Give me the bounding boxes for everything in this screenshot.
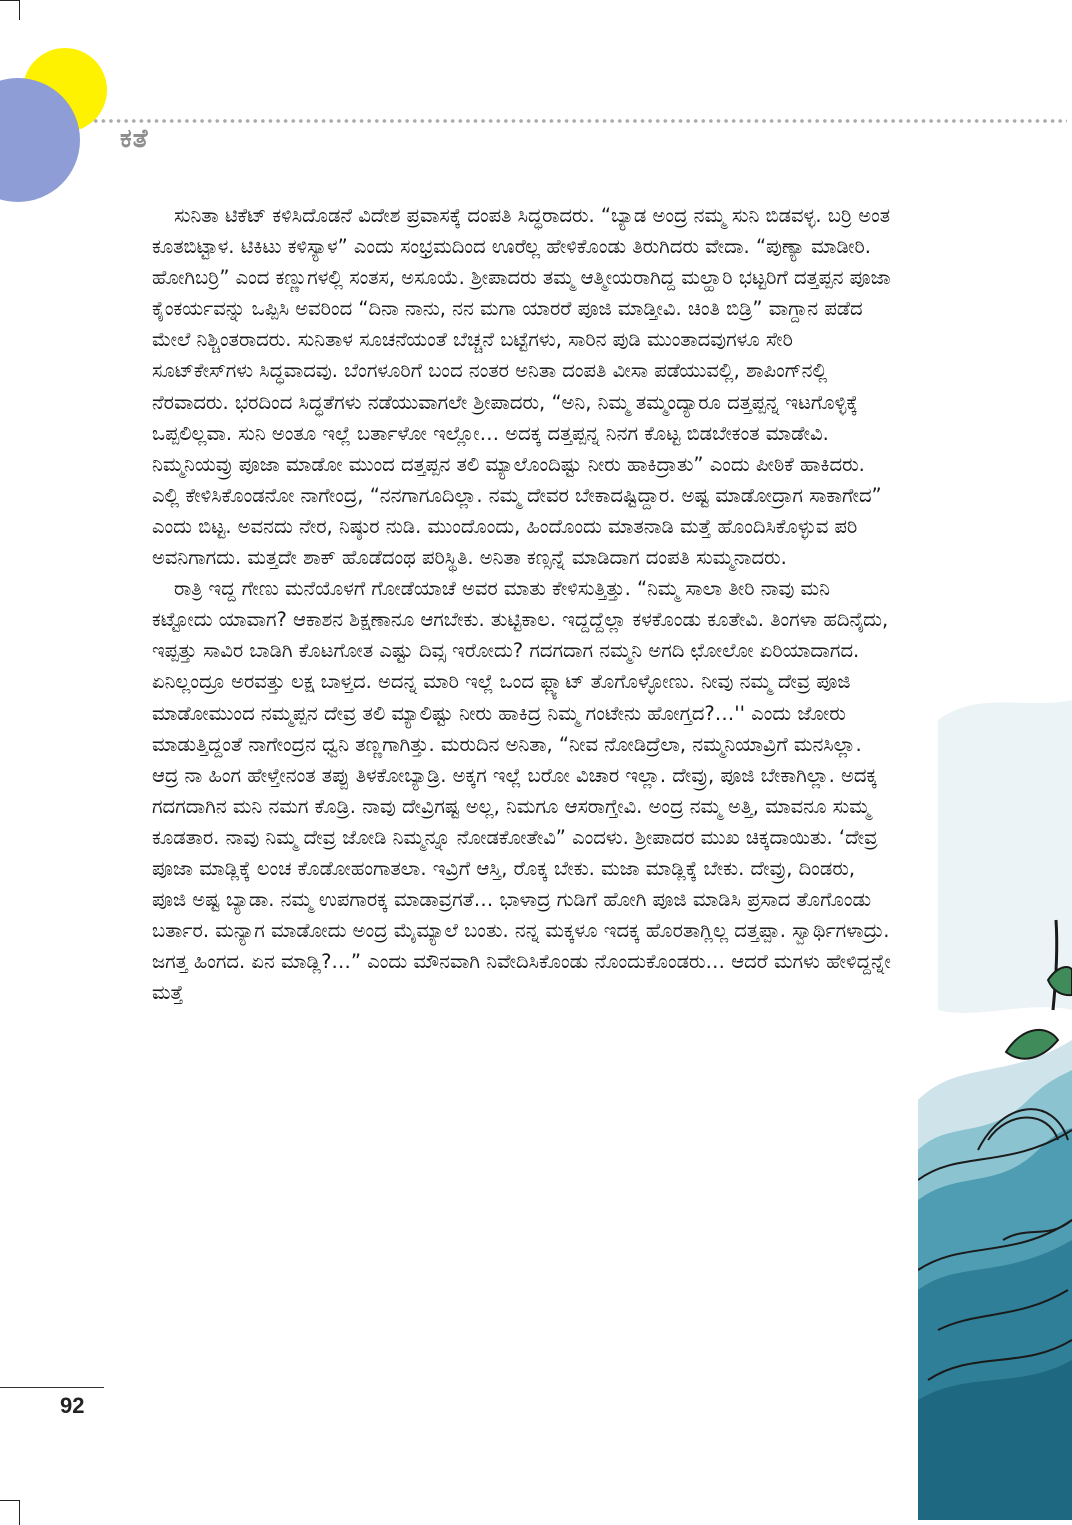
crop-mark-bottom-left <box>19 1500 20 1525</box>
page-number: 92 <box>60 1393 85 1418</box>
paragraph-1: ಸುನಿತಾ ಟಿಕೆಟ್ ಕಳಿಸಿದೊಡನೆ ವಿದೇಶ ಪ್ರವಾಸಕ್ಕೆ ದಂಪತಿ ಸಿದ್ಧರಾದರು. “ಬ್ಯಾಡ ಅಂದ್ರ ನಮ್ಮ ಸುನಿ ಬಿಡವಳ್ಳ. ಬರ್ರಿ ಅಂತ ಕೂತಬಿಟ್ಟಾಳ. ಟಿಕಿಟು ಕಳಿಸ್ಯಾಳ” ಎಂದು ಸಂಭ್ರಮದಿಂದ ಊರೆಲ್ಲ ಹೇಳಿಕೊಂಡು ತಿರುಗಿದರು ವೇದಾ. “ಪುಣ್ಯಾ ಮಾಡೀರಿ. ಹೋಗಿಬರ್ರಿ” ಎಂದ ಕಣ್ಣುಗಳಲ್ಲಿ ಸಂತಸ, ಅಸೂಯೆ. ಶ್ರೀಪಾದರು ತಮ್ಮ ಆತ್ಮೀಯರಾಗಿದ್ದ ಮಲ್ಹಾರಿ ಭಟ್ಟರಿಗೆ ದತ್ತಪ್ಪನ ಪೂಜಾ ಕೈಂಕರ್ಯವನ್ನು ಒಪ್ಪಿಸಿ ಅವರಿಂದ “ದಿನಾ ನಾನು, ನನ ಮಗಾ ಯಾರರೆ ಪೂಜಿ ಮಾಡ್ತೀವಿ. ಚಿಂತಿ ಬಿಡ್ರಿ” ವಾಗ್ದಾನ ಪಡೆದ ಮೇಲೆ ನಿಶ್ಚಿಂತರಾದರು. ಸುನಿತಾಳ ಸೂಚನೆಯಂತೆ ಬೆಚ್ಚನೆ ಬಟ್ಟೆಗಳು, ಸಾರಿನ ಪುಡಿ ಮುಂತಾದವುಗಳೂ ಸೇರಿ ಸೂಟ್‌ಕೇಸ್‌ಗಳು ಸಿದ್ಧವಾದವು. ಬೆಂಗಳೂರಿಗೆ ಬಂದ ನಂತರ ಅನಿತಾ ದಂಪತಿ ವೀಸಾ ಪಡೆಯುವಲ್ಲಿ, ಶಾಪಿಂಗ್‌ನಲ್ಲಿ ನೆರವಾದರು. ಭರದಿಂದ ಸಿದ್ಧತೆಗಳು ನಡೆಯುವಾಗಲೇ ಶ್ರೀಪಾದರು, “ಅನಿ, ನಿಮ್ಮ ತಮ್ಮಂದ್ಯಾರೂ ದತ್ತಪ್ಪನ್ನ ಇಟಗೊಳ್ಳಿಕ್ಕೆ ಒಪ್ಪಲಿಲ್ಲವಾ. ಸುನಿ ಅಂತೂ ಇಲ್ಲೆ ಬರ್ತಾಳೋ ಇಲ್ಲೋ… ಅದಕ್ಕ ದತ್ತಪ್ಪನ್ನ ನಿನಗ ಕೊಟ್ಟ ಬಿಡಬೇಕಂತ ಮಾಡೇವಿ. ನಿಮ್ಮನಿಯವ್ರು ಪೂಜಾ ಮಾಡೋ ಮುಂದ ದತ್ತಪ್ಪನ ತಲಿ ಮ್ಯಾಲೊಂದಿಷ್ಟು ನೀರು ಹಾಕಿದ್ರಾತು” ಎಂದು ಪೀಠಿಕೆ ಹಾಕಿದರು. ಎಲ್ಲಿ ಕೇಳಿಸಿಕೊಂಡನೋ ನಾಗೇಂದ್ರ, “ನನಗಾಗೂದಿಲ್ಲಾ. ನಮ್ಮ ದೇವರ ಬೇಕಾದಷ್ಟಿದ್ದಾರ. ಅಷ್ಟ ಮಾಡೋದ್ರಾಗ ಸಾಕಾಗೇದ” ಎಂದು ಬಿಟ್ಟ. ಅವನದು ನೇರ, ನಿಷ್ಠುರ ನುಡಿ. ಮುಂದೊಂದು, ಹಿಂದೊಂದು ಮಾತನಾಡಿ ಮತ್ತೆ ಹೊಂದಿಸಿಕೊಳ್ಳುವ ಪರಿ ಅವನಿಗಾಗದು. ಮತ್ತದೇ ಶಾಕ್ ಹೊಡೆದಂಥ ಪರಿಸ್ಥಿತಿ. ಅನಿತಾ ಕಣ್ಸನ್ನೆ ಮಾಡಿದಾಗ ದಂಪತಿ ಸುಮ್ಮನಾದರು. <box>152 204 891 570</box>
page-number-rule <box>0 1387 104 1388</box>
section-label: ಕತೆ <box>120 124 149 154</box>
story-body <box>152 200 892 1008</box>
crop-mark-bottom-left-horizontal <box>0 1500 20 1501</box>
crop-mark-top-left-vertical <box>19 0 20 20</box>
paragraph-2: ರಾತ್ರಿ ಇದ್ದ ಗೇಣು ಮನೆಯೊಳಗೆ ಗೋಡೆಯಾಚೆ ಅವರ ಮಾತು ಕೇಳಿಸುತ್ತಿತ್ತು. “ನಿಮ್ಮ ಸಾಲಾ ತೀರಿ ನಾವು ಮನಿ ಕಟ್ಟೋದು ಯಾವಾಗ? ಆಕಾಶನ ಶಿಕ್ಷಣಾನೂ ಆಗಬೇಕು. ತುಟ್ಟಿಕಾಲ. ಇದ್ದದ್ದೆಲ್ಲಾ ಕಳಕೊಂಡು ಕೂತೇವಿ. ತಿಂಗಳಾ ಹದಿನೈದು, ಇಪ್ಪತ್ತು ಸಾವಿರ ಬಾಡಿಗಿ ಕೊಟಗೋತ ಎಷ್ಟು ದಿವ್ಸ ಇರೋದು? ಗದಗದಾಗ ನಮ್ಮನಿ ಅಗದಿ ಛೋಲೋ ಏರಿಯಾದಾಗದ. ಏನಿಲ್ಲಂದ್ರೂ ಅರವತ್ತು ಲಕ್ಷ ಬಾಳ್ತದ. ಅದನ್ನ ಮಾರಿ ಇಲ್ಲೆ ಒಂದ ಫ್ಲ್ಯಾಟ್ ತೊಗೊಳ್ಳೋಣು. ನೀವು ನಮ್ಮ ದೇವ್ರ ಪೂಜಿ ಮಾಡೋಮುಂದ ನಮ್ಮಪ್ಪನ ದೇವ್ರ ತಲಿ ಮ್ಯಾಲಿಷ್ಟು ನೀರು ಹಾಕಿದ್ರ ನಿಮ್ಮ ಗಂಟೇನು ಹೋಗ್ತದ?…'' ಎಂದು ಜೋರು ಮಾಡುತ್ತಿದ್ದಂತೆ ನಾಗೇಂದ್ರನ ಧ್ವನಿ ತಣ್ಣಗಾಗಿತ್ತು. ಮರುದಿನ ಅನಿತಾ, “ನೀವ ನೋಡಿದ್ರೆಲಾ, ನಮ್ಮನಿಯಾವ್ರಿಗೆ ಮನಸಿಲ್ಲಾ. ಆದ್ರ ನಾ ಹಿಂಗ ಹೇಳ್ತೇನಂತ ತಪ್ಪು ತಿಳಕೋಬ್ಯಾಡ್ರಿ. ಅಕ್ಕಗ ಇಲ್ಲೆ ಬರೋ ವಿಚಾರ ಇಲ್ಲಾ. ದೇವ್ರು, ಪೂಜಿ ಬೇಕಾಗಿಲ್ಲಾ. ಅದಕ್ಕ ಗದಗದಾಗಿನ ಮನಿ ನಮಗ ಕೊಡ್ರಿ. ನಾವು ದೇವ್ರಿಗಷ್ಟ ಅಲ್ಲ, ನಿಮಗೂ ಆಸರಾಗ್ತೇವಿ. ಅಂದ್ರ ನಮ್ಮ ಅತ್ತಿ, ಮಾವನೂ ಸುಮ್ಮ ಕೂಡತಾರ. ನಾವು ನಿಮ್ಮ ದೇವ್ರ ಜೋಡಿ ನಿಮ್ಮನ್ನೂ ನೋಡಕೋತೇವಿ” ಎಂದಳು. ಶ್ರೀಪಾದರ ಮುಖ ಚಿಕ್ಕದಾಯಿತು. ‘ದೇವ್ರ ಪೂಜಾ ಮಾಡ್ಲಿಕ್ಕೆ ಲಂಚ ಕೊಡೋಹಂಗಾತಲಾ. ಇವ್ರಿಗೆ ಆಸ್ತಿ, ರೊಕ್ಕ ಬೇಕು. ಮಜಾ ಮಾಡ್ಲಿಕ್ಕೆ ಬೇಕು. ದೇವ್ರು, ದಿಂಡರು, ಪೂಜಿ ಅಷ್ಟ ಬ್ಯಾಡಾ. ನಮ್ಮ ಉಪಗಾರಕ್ಕ ಮಾಡಾವ್ರಗತೆ… ಭಾಳಾದ್ರ ಗುಡಿಗೆ ಹೋಗಿ ಪೂಜಿ ಮಾಡಿಸಿ ಪ್ರಸಾದ ತೊಗೊಂಡು ಬರ್ತಾರ. ಮನ್ಯಾಗ ಮಾಡೋದು ಅಂದ್ರ ಮೈಮ್ಯಾಲೆ ಬಂತು. ನನ್ನ ಮಕ್ಕಳೂ ಇದಕ್ಕ ಹೊರತಾಗ್ಲಿಲ್ಲ ದತ್ತಪ್ಪಾ. ಸ್ವಾರ್ಥಿಗಳಾದ್ರು. ಜಗತ್ತ ಹಿಂಗದ. ಏನ ಮಾಡ್ಲಿ?…” ಎಂದು ಮೌನವಾಗಿ ನಿವೇದಿಸಿಕೊಂಡು ನೊಂದುಕೊಂಡರು… ಆದರೆ ಮಗಳು ಹೇಳಿದ್ದನ್ನೇ ಮತ್ತೆ <box>152 577 891 1005</box>
dotted-rule <box>92 118 1067 124</box>
sky-wash <box>938 700 1072 1013</box>
crop-mark-top-left <box>0 0 20 1</box>
water-illustration <box>918 680 1072 1520</box>
decorative-circles <box>0 40 120 260</box>
